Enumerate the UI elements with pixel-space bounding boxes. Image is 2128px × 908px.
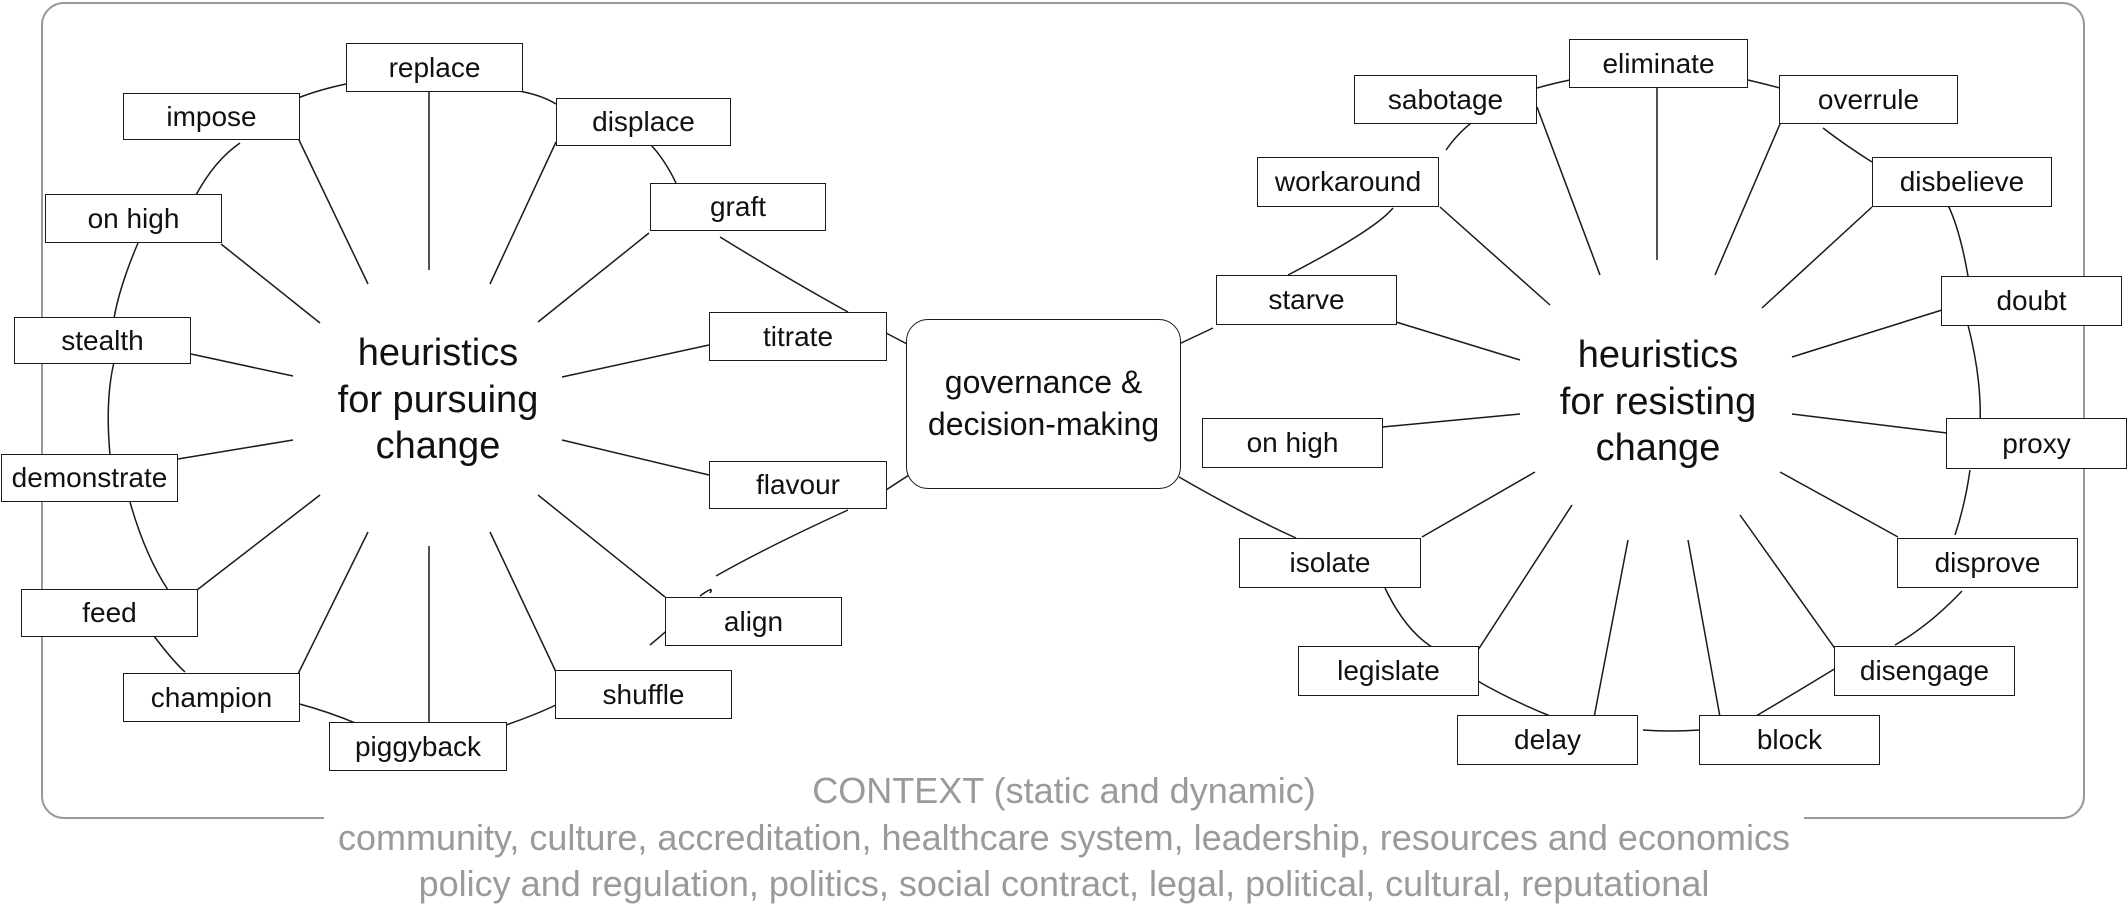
resisting-change-heading	[1518, 332, 1798, 472]
box-starve: starve	[1216, 275, 1397, 325]
box-legislate: legislate	[1298, 646, 1479, 696]
box-titrate: titrate	[709, 312, 887, 361]
governance-box	[906, 319, 1181, 489]
box-isolate: isolate	[1239, 538, 1421, 588]
context-title: CONTEXT (static and dynamic)	[798, 770, 1329, 811]
box-disbelieve: disbelieve	[1872, 157, 2052, 207]
box-disengage: disengage	[1834, 646, 2015, 696]
pursuing-heading-line-1: heuristics	[357, 332, 519, 375]
box-impose: impose	[123, 93, 300, 140]
pursuing-heading-line-3: change	[375, 425, 501, 468]
box-stealth: stealth	[14, 317, 191, 364]
box-on-high-left: on high	[45, 194, 222, 243]
box-piggyback: piggyback	[329, 722, 507, 771]
context-line-1-row	[0, 817, 2128, 859]
box-align: align	[665, 597, 842, 646]
resisting-heading-line-2: for resisting	[1559, 380, 1757, 423]
box-replace: replace	[346, 43, 523, 92]
context-line-1: community, culture, accreditation, healthcare system, leadership, resources and economics	[324, 817, 1804, 858]
resisting-heading-line-1: heuristics	[1577, 334, 1739, 377]
pursuing-change-heading	[298, 330, 578, 470]
box-demonstrate: demonstrate	[1, 454, 178, 502]
box-workaround: workaround	[1257, 157, 1439, 207]
box-disprove: disprove	[1897, 538, 2078, 588]
box-graft: graft	[650, 183, 826, 231]
box-delay: delay	[1457, 715, 1638, 765]
context-title-row	[0, 770, 2128, 812]
context-line-2: policy and regulation, politics, social contract, legal, political, cultural, reputational	[405, 863, 1724, 904]
context-line-2-row	[0, 863, 2128, 905]
box-proxy: proxy	[1946, 418, 2127, 469]
resisting-heading-line-3: change	[1595, 427, 1721, 470]
box-on-high-right: on high	[1202, 418, 1383, 468]
box-block: block	[1699, 715, 1880, 765]
governance-line-2: decision-making	[927, 406, 1160, 442]
box-sabotage: sabotage	[1354, 75, 1537, 124]
pursuing-heading-line-2: for pursuing	[337, 378, 539, 421]
box-doubt: doubt	[1941, 276, 2122, 326]
box-eliminate: eliminate	[1569, 39, 1748, 88]
box-overrule: overrule	[1779, 75, 1958, 124]
box-displace: displace	[556, 98, 731, 146]
box-feed: feed	[21, 589, 198, 637]
box-shuffle: shuffle	[555, 670, 732, 719]
box-flavour: flavour	[709, 461, 887, 509]
box-champion: champion	[123, 673, 300, 722]
governance-line-1: governance &	[944, 364, 1143, 401]
